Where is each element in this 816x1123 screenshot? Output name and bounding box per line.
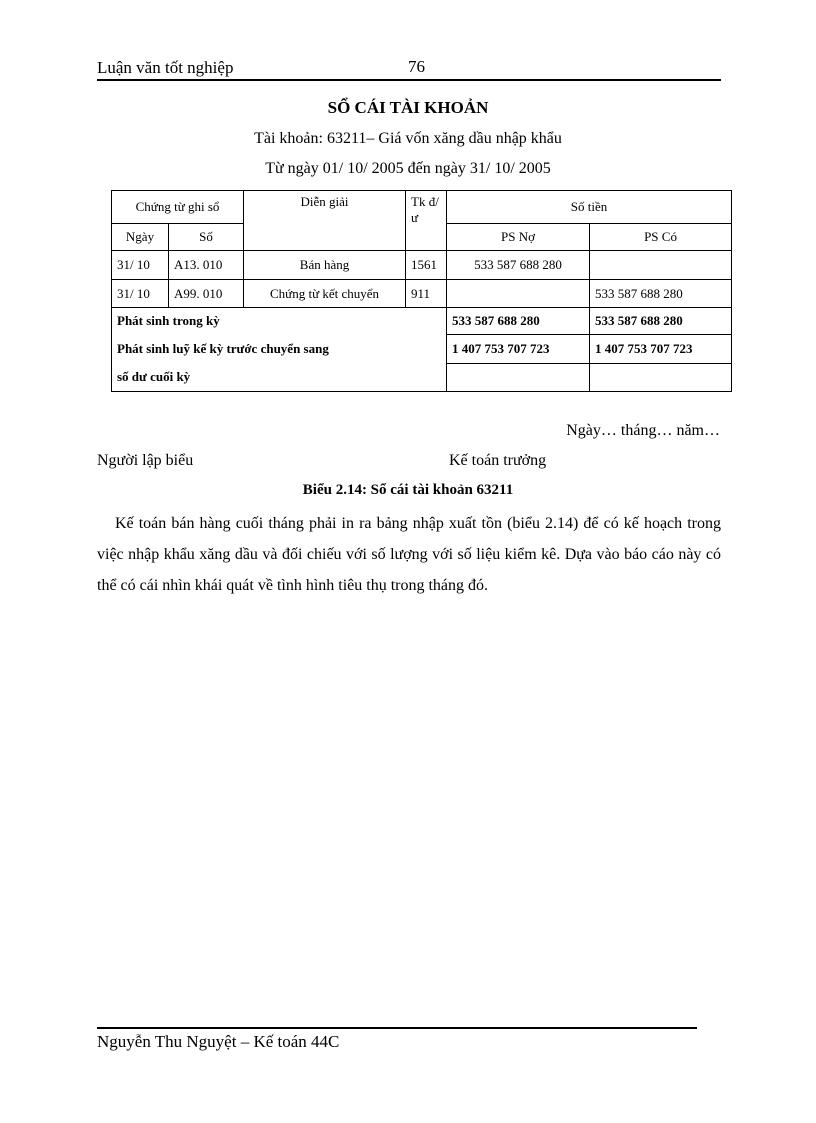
body-paragraph: Kế toán bán hàng cuối tháng phải in ra bảng nhập xuất tồn (biểu 2.14) để có kế hoạch trong việc nhập khẩu xăng dầu và đối chiếu với số lượng với số liệu kiểm kê. Dựa vào báo cáo này có thể có cái nhìn khái quát về tình hình tiêu thụ trong tháng đó. [97,515,721,594]
summary-credit [590,364,732,392]
header-description: Diễn giải [244,191,406,251]
running-header-title: Luận văn tốt nghiệp [97,58,234,77]
row-number: A99. 010 [169,280,244,308]
page-number: 76 [408,57,425,76]
ledger-table [111,190,732,392]
row-credit: 533 587 688 280 [590,280,732,308]
row-date: 31/ 10 [112,280,169,308]
row-debit: 533 587 688 280 [447,251,590,280]
row-debit [447,280,590,308]
header-debit: PS Nợ [447,224,590,251]
account-line: Tài khoản: 63211– Giá vốn xăng dầu nhập khẩu [254,130,562,147]
summary-credit: 533 587 688 280 [590,308,732,335]
period-line: Từ ngày 01/ 10/ 2005 đến ngày 31/ 10/ 2005 [265,160,551,177]
signature-chief-accountant: Kế toán trưởng [449,452,547,469]
summary-debit: 1 407 753 707 723 [447,335,590,364]
header-number: Số [169,224,244,251]
summary-label: Phát sinh luỹ kế kỳ trước chuyển sang [112,335,447,364]
table-row [112,251,732,280]
row-number: A13. 010 [169,251,244,280]
row-description: Bán hàng [244,251,406,280]
header-amount: Số tiền [447,191,732,224]
summary-debit [447,364,590,392]
signature-preparer: Người lập biểu [97,452,194,469]
header-credit: PS Có [590,224,732,251]
row-account: 1561 [406,251,447,280]
table-row [112,280,732,308]
header-date: Ngày [112,224,169,251]
summary-row [112,335,732,364]
summary-credit: 1 407 753 707 723 [590,335,732,364]
footer-rule [97,1027,697,1029]
header-account: Tk đ/ ư [406,191,447,251]
header-voucher: Chứng từ ghi sổ [112,191,244,224]
table-header-row [112,191,732,224]
row-date: 31/ 10 [112,251,169,280]
footer-author: Nguyễn Thu Nguyệt – Kế toán 44C [97,1032,340,1051]
row-description: Chứng từ kết chuyển [244,280,406,308]
summary-row [112,308,732,335]
row-credit [590,251,732,280]
row-account: 911 [406,280,447,308]
header-rule [97,79,721,81]
summary-row [112,364,732,392]
date-line: Ngày… tháng… năm… [566,422,720,439]
summary-debit: 533 587 688 280 [447,308,590,335]
figure-caption: Biểu 2.14: Sổ cái tài khoản 63211 [302,482,514,498]
summary-label: số dư cuối kỳ [112,364,447,392]
summary-label: Phát sinh trong kỳ [112,308,447,335]
document-title: SỔ CÁI TÀI KHOẢN [327,98,489,117]
